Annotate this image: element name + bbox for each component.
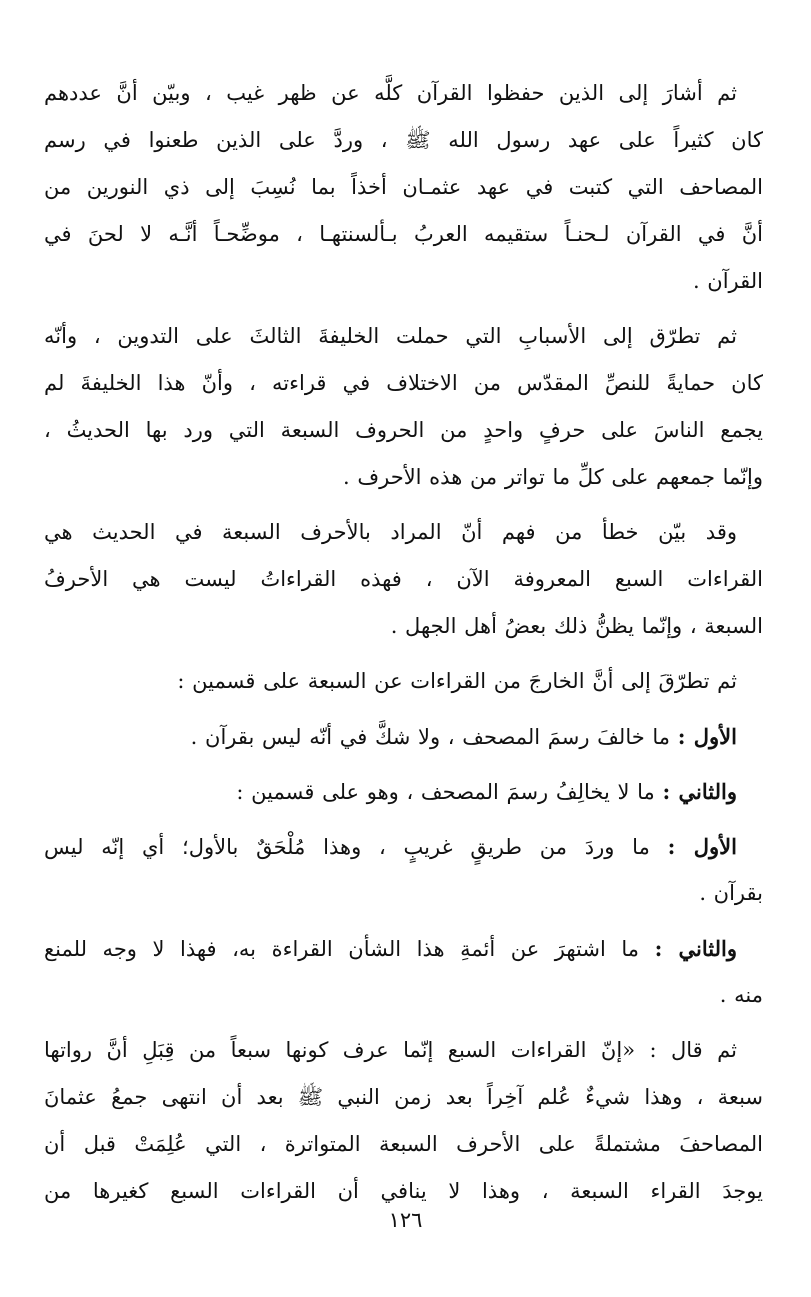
paragraph-2 bbox=[44, 313, 763, 501]
text-line: وإنّما جمعهم على كلِّ ما تواتر من هذه الأحرف . bbox=[343, 465, 763, 489]
text-line bbox=[44, 823, 763, 870]
text-line: ثم أشارَ إلى الذين حفظوا القرآن كلَّه عن ظهر غيب ، وبيّن أنَّ عددهم bbox=[44, 81, 737, 105]
text-line: القراءات السبع المعروفة الآن ، فهذه القراءاتُ ليست هي الأحرفُ bbox=[44, 567, 763, 591]
paragraph-4 bbox=[44, 658, 763, 705]
paragraph-first-kind bbox=[44, 713, 763, 760]
section-label: الأول : bbox=[667, 834, 737, 859]
text-line: بقرآن . bbox=[699, 881, 763, 905]
body-text bbox=[44, 70, 763, 1215]
text-line: أنَّ في القرآن لـحنـاً ستقيمه العربُ بـألسنتهـا ، موضِّحـاً أنَّـه لا لحنَ في bbox=[44, 222, 763, 246]
section-label: الأول : bbox=[677, 724, 737, 749]
text-line: كان كثيراً على عهد رسول الله ﷺ ، وردَّ على الذين طعنوا في رسم bbox=[44, 128, 763, 152]
paragraph-1 bbox=[44, 70, 763, 305]
text-line: المصاحف التي كتبت في عهد عثمـان أخذاً بما نُسِبَ إلى ذي النورين من bbox=[44, 175, 763, 199]
page-number: ١٢٦ bbox=[388, 1208, 423, 1232]
section-text: ما خالفَ رسمَ المصحف ، ولا شكَّ في أنّه ليس بقرآن . bbox=[190, 725, 671, 749]
section-label: والثاني : bbox=[662, 779, 737, 804]
text-line: سبعة ، وهذا شيءٌ عُلم آخِراً بعد زمن النبي ﷺ بعد أن انتهى جمعُ عثمانَ bbox=[44, 1085, 763, 1109]
text-line: يجمع الناسَ على حرفٍ واحدٍ من الحروف السبعة التي ورد بها الحديثُ ، bbox=[44, 418, 763, 442]
text-line: ثم قال : «إنّ القراءات السبع إنّما عرف كونها سبعاً من قِبَلِ أنَّ رواتها bbox=[44, 1038, 737, 1062]
paragraph-second-kind bbox=[44, 768, 763, 815]
text-line: كان حمايةً للنصِّ المقدّس من الاختلاف في قراءته ، وأنّ هذا الخليفةَ لم bbox=[44, 371, 763, 395]
text-line bbox=[44, 768, 763, 815]
section-label: والثاني : bbox=[654, 936, 737, 961]
section-text: ما وردَ من طريقٍ غريبٍ ، وهذا مُلْحَقٌ بالأول؛ أي إنّه ليس bbox=[44, 835, 650, 859]
paragraph-subsection-second bbox=[44, 925, 763, 1019]
text-line: منه . bbox=[719, 983, 763, 1007]
text-line: يوجدَ القراء السبعة ، وهذا لا ينافي أن القراءات السبع كغيرها من bbox=[44, 1179, 763, 1203]
text-line: ثم تطرّقَ إلى أنَّ الخارجَ من القراءات عن السبعة على قسمين : bbox=[177, 669, 737, 693]
text-line: السبعة ، وإنّما يظنُّ ذلك بعضُ أهل الجهل . bbox=[390, 614, 763, 638]
paragraph-3 bbox=[44, 509, 763, 650]
text-line: وقد بيّن خطأ من فهم أنّ المراد بالأحرف السبعة في الحديث هي bbox=[44, 520, 737, 544]
paragraph-quote bbox=[44, 1027, 763, 1215]
text-line bbox=[44, 713, 763, 760]
text-line bbox=[44, 925, 763, 972]
text-line: القرآن . bbox=[692, 269, 763, 293]
section-text: ما لا يخالِفُ رسمَ المصحف ، وهو على قسمين : bbox=[236, 780, 655, 804]
paragraph-subsection-first bbox=[44, 823, 763, 917]
section-text: ما اشتهرَ عن أئمةِ هذا الشأن القراءة به، فهذا لا وجه للمنع bbox=[44, 937, 640, 961]
text-line: المصاحفَ مشتملةً على الأحرف السبعة المتواترة ، التي عُلِمَتْ قبل أن bbox=[44, 1132, 763, 1156]
text-line: ثم تطرّق إلى الأسبابِ التي حملت الخليفةَ الثالثَ على التدوين ، وأنّه bbox=[44, 324, 737, 348]
